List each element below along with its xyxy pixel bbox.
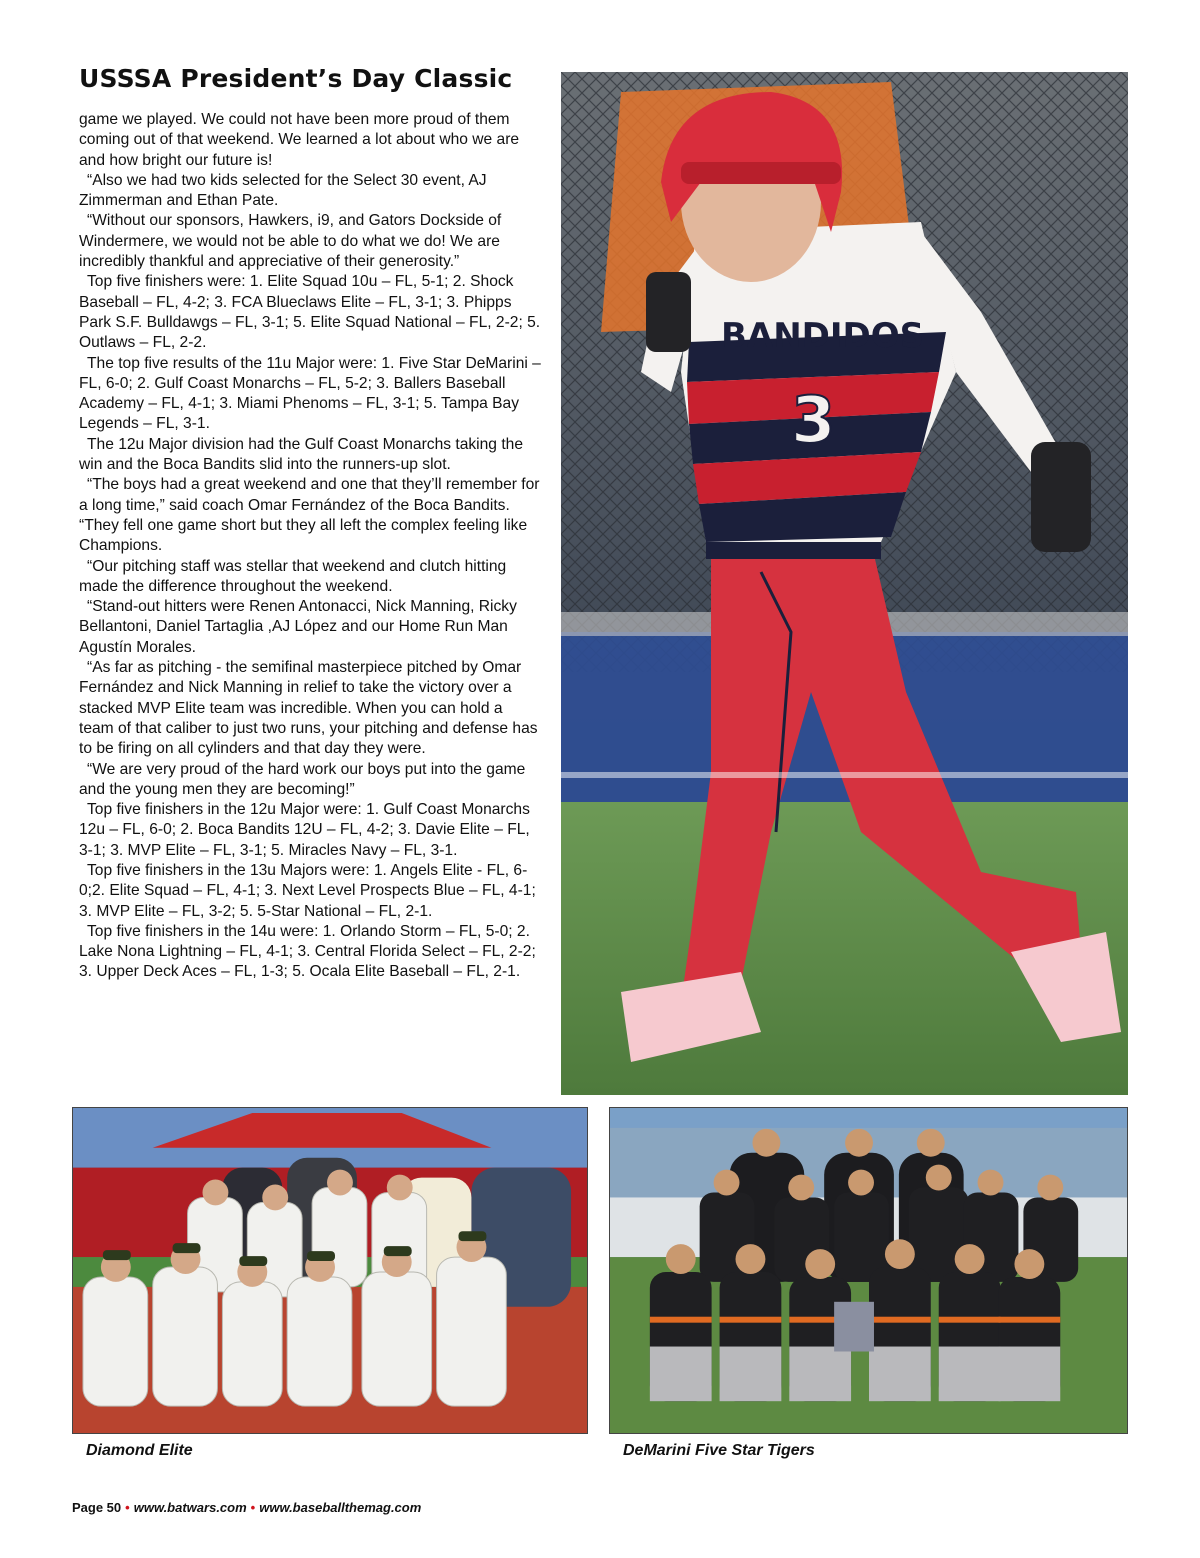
photo-caption-demarini-tigers: DeMarini Five Star Tigers bbox=[623, 1442, 815, 1459]
article-paragraph: “Our pitching staff was stellar that weekend and clutch hitting made the difference throughout the weekend. bbox=[79, 557, 507, 595]
hero-photo-illustration bbox=[561, 72, 1128, 1095]
article-paragraph: Top five finishers in the 13u Majors were: 1. Angels Elite - FL, 6-0;2. Elite Squad – FL, 4-1; 3. Next Level Prospects Blue – FL, 4-1; 3. MVP Elite – FL, 3-2; 5. 5-Star National – FL, 2-1. bbox=[79, 861, 536, 920]
jersey-text: BANDIDOS bbox=[721, 316, 925, 356]
bullet-separator: • bbox=[125, 1500, 130, 1515]
article-paragraph: “As far as pitching - the semifinal masterpiece pitched by Omar Fernández and Nick Manning in relief to take the victory over a stacked MVP Elite team was incredible. When you can hold a team of that caliber to just two runs, your pitching and defense has to be firing on all cylinders and that day they were. bbox=[79, 659, 538, 758]
team-photo-illustration bbox=[73, 1108, 587, 1433]
article-paragraph: Top five finishers in the 12u Major were: 1. Gulf Coast Monarchs 12u – FL, 6-0; 2. Boca Bandits 12U – FL, 4-2; 3. Davie Elite – FL, 3-1; 3. MVP Elite – FL, 3-1; 5. Miracles Navy – FL, 3-1. bbox=[79, 801, 530, 859]
footer-link-baseballthemag[interactable]: www.baseballthemag.com bbox=[259, 1500, 422, 1515]
hero-photo-runner bbox=[561, 72, 1128, 1095]
article-paragraph: “Stand-out hitters were Renen Antonacci, Nick Manning, Ricky Bellantoni, Daniel Tartaglia ,AJ López and our Home Run Man Agustín Morales. bbox=[79, 598, 517, 656]
article-paragraph: “Also we had two kids selected for the Select 30 event, AJ Zimmerman and Ethan Pate. bbox=[79, 171, 487, 210]
bullet-separator: • bbox=[250, 1500, 256, 1515]
article-paragraph: “We are very proud of the hard work our boys put into the game and the young men they are becoming!” bbox=[79, 760, 526, 798]
article-body bbox=[79, 110, 541, 983]
page-number: Page 50 bbox=[72, 1500, 122, 1515]
article-paragraph: Top five finishers were: 1. Elite Squad 10u – FL, 5-1; 2. Shock Baseball – FL, 4-2; 3. FCA Blueclaws Elite – FL, 3-1; 3. Phipps Park S.F. Bulldawgs – FL, 3-1; 5. Elite Squad National – FL, 2-2; 5. Outlaws – FL, 2-2. bbox=[79, 273, 541, 352]
page-footer bbox=[72, 1500, 421, 1515]
photo-caption-diamond-elite: Diamond Elite bbox=[86, 1442, 193, 1459]
footer-link-batwars[interactable]: www.batwars.com bbox=[133, 1500, 247, 1515]
team-photo-demarini-tigers bbox=[609, 1107, 1128, 1434]
team-photo-illustration bbox=[610, 1108, 1127, 1433]
article-paragraph: The top five results of the 11u Major were: 1. Five Star DeMarini – FL, 6-0; 2. Gulf Coast Monarchs – FL, 5-2; 3. Ballers Baseball Academy – FL, 4-1; 3. Miami Phenoms – FL, 3-1; 5. Tampa Bay Legends – FL, 3-1. bbox=[79, 354, 541, 433]
article-paragraph: Top five finishers in the 14u were: 1. Orlando Storm – FL, 5-0; 2. Lake Nona Lightning – FL, 4-1; 3. Central Florida Select – FL, 2-2; 3. Upper Deck Aces – FL, 1-3; 5. Ocala Elite Baseball – FL, 2-1. bbox=[79, 922, 536, 981]
jersey-number: 3 bbox=[791, 384, 836, 458]
article-paragraph: The 12u Major division had the Gulf Coast Monarchs taking the win and the Boca Bandits slid into the runners-up slot. bbox=[79, 435, 523, 474]
article-title: USSSA President’s Day Classic bbox=[79, 64, 513, 93]
article-paragraph: game we played. We could not have been more proud of them coming out of that weekend. We learned a lot about who we are and how bright our future is! bbox=[79, 111, 520, 169]
team-photo-diamond-elite bbox=[72, 1107, 588, 1434]
article-paragraph: “Without our sponsors, Hawkers, i9, and Gators Dockside of Windermere, we would not be able to do what we do! We are incredibly thankful and appreciative of their generosity.” bbox=[79, 212, 502, 271]
article-paragraph: “The boys had a great weekend and one that they’ll remember for a long time,” said coach Omar Fernández of the Boca Bandits. “They fell one game short but they all left the complex feeling like Champions. bbox=[79, 476, 540, 555]
